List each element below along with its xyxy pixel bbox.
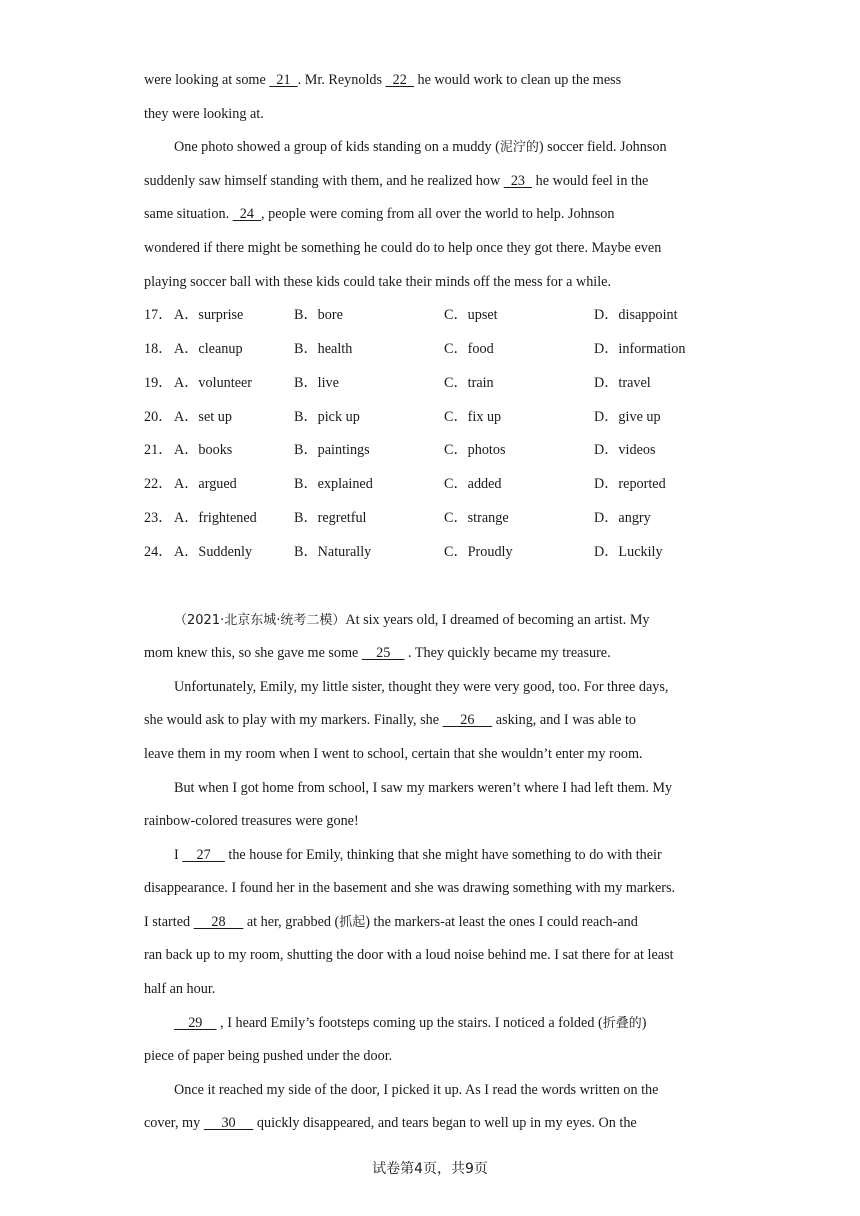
passage-line	[144, 1107, 716, 1141]
option-d: D．give up	[594, 408, 661, 425]
option-c: C．food	[444, 340, 494, 357]
text-span: ) the markers-at least the ones I could reach-and	[365, 913, 638, 930]
option-b: B．regretful	[294, 509, 367, 526]
blank-25: 25	[361, 645, 405, 662]
option-d: D．disappoint	[594, 307, 678, 324]
option-b: B．health	[294, 340, 353, 357]
option-b: B．paintings	[294, 442, 370, 459]
passage-line: Once it reached my side of the door, I picked it up. As I read the words written on the	[174, 1081, 659, 1098]
option-b: B．explained	[294, 476, 373, 493]
question-row-23	[144, 502, 716, 536]
passage-line	[144, 839, 716, 873]
question-number: 18．	[144, 340, 173, 357]
option-a: A．frightened	[174, 509, 257, 526]
question-row-19	[144, 367, 716, 401]
blank-21: 21	[269, 72, 298, 88]
question-number: 20．	[144, 408, 173, 425]
text-span: At six years old, I dreamed of becoming an artist. My	[345, 611, 650, 628]
option-d: D．Luckily	[594, 543, 663, 560]
option-d: D．angry	[594, 509, 651, 526]
option-d: D．reported	[594, 476, 666, 493]
text-span: the house for Emily, thinking that she might have something to do with their	[224, 846, 662, 863]
question-number: 22．	[144, 476, 173, 493]
text-span: )	[641, 1014, 647, 1031]
passage-line: playing soccer ball with these kids could take their minds off the mess for a while.	[144, 273, 612, 290]
text-span: at her, grabbed (	[243, 913, 340, 930]
text-span: quickly disappeared, and tears began to well up in my eyes. On the	[253, 1115, 637, 1132]
text-span: suddenly saw himself standing with them, and he realized how	[144, 172, 504, 189]
question-number: 17．	[144, 307, 173, 324]
section-gap	[144, 570, 716, 604]
text-span: . Mr. Reynolds	[297, 72, 386, 88]
question-number: 19．	[144, 374, 173, 391]
blank-29: 29	[174, 1014, 217, 1031]
text-span: I started	[144, 913, 194, 930]
blank-23: 23	[503, 172, 533, 189]
question-number: 21．	[144, 442, 173, 459]
option-a: A．argued	[174, 476, 237, 493]
passage-line: piece of paper being pushed under the door.	[144, 1048, 393, 1065]
page-footer: 试卷第4页，共9页	[372, 1161, 488, 1177]
question-number: 24．	[144, 543, 173, 560]
passage-line	[144, 906, 716, 940]
chinese-gloss: 泥泞的	[499, 140, 539, 156]
option-b: B．Naturally	[294, 543, 372, 560]
text-span: cover, my	[144, 1115, 204, 1132]
option-a: A．cleanup	[174, 340, 243, 357]
passage-line	[144, 704, 716, 738]
option-b: B．pick up	[294, 408, 360, 425]
question-row-21	[144, 434, 716, 468]
passage-line: wondered if there might be something he could do to help once they got there. Maybe even	[144, 239, 662, 256]
question-row-22	[144, 468, 716, 502]
option-d: D．information	[594, 340, 686, 357]
option-a: A．surprise	[174, 307, 244, 324]
exam-page-content	[144, 64, 716, 1141]
question-row-20	[144, 401, 716, 435]
passage-line	[144, 198, 716, 232]
options-list	[144, 299, 716, 569]
source-label: （2021·北京东城·统考二模）	[174, 612, 346, 628]
question-row-24	[144, 536, 716, 570]
option-b: B．live	[294, 374, 339, 391]
option-a: A．set up	[174, 408, 232, 425]
text-span: she would ask to play with my markers. Finally, she	[144, 712, 443, 729]
question-row-17	[144, 299, 716, 333]
blank-22: 22	[385, 72, 414, 88]
option-a: A．volunteer	[174, 374, 253, 391]
text-span: . They quickly became my treasure.	[404, 645, 611, 662]
option-d: D．videos	[594, 442, 656, 459]
text-span: same situation.	[144, 206, 233, 223]
option-a: A．books	[174, 442, 233, 459]
text-span: asking, and I was able to	[492, 712, 637, 729]
option-a: A．Suddenly	[174, 543, 253, 560]
passage-line: leave them in my room when I went to school, certain that she wouldn’t enter my room.	[144, 745, 643, 762]
blank-26: 26	[442, 712, 493, 729]
passage-line: But when I got home from school, I saw my markers weren’t where I had left them. My	[174, 779, 673, 796]
passage-line	[144, 131, 716, 165]
text-span: he would feel in the	[532, 172, 649, 189]
passage-line: rainbow-colored treasures were gone!	[144, 813, 359, 830]
option-d: D．travel	[594, 374, 651, 391]
passage-line	[144, 637, 716, 671]
option-c: C．Proudly	[444, 543, 513, 560]
text-span: he would work to clean up the mess	[413, 72, 622, 88]
text-span: mom knew this, so she gave me some	[144, 645, 362, 662]
option-c: C．train	[444, 374, 494, 391]
question-number: 23．	[144, 509, 173, 526]
passage-line	[144, 1007, 716, 1041]
text-span: ) soccer field. Johnson	[538, 139, 667, 156]
option-c: C．added	[444, 476, 502, 493]
passage-line: ran back up to my room, shutting the door with a loud noise behind me. I sat there for at least	[144, 947, 674, 964]
passage-line	[144, 64, 716, 98]
passage-line: Unfortunately, Emily, my little sister, thought they were very good, too. For three days,	[174, 678, 669, 695]
option-c: C．strange	[444, 509, 509, 526]
passage-line	[144, 165, 716, 199]
question-row-18	[144, 333, 716, 367]
text-span: , I heard Emily’s footsteps coming up the stairs. I noticed a folded (	[216, 1014, 603, 1031]
option-c: C．upset	[444, 307, 498, 324]
text-span: One photo showed a group of kids standing on a muddy (	[174, 139, 500, 156]
blank-30: 30	[203, 1115, 254, 1132]
passage-line	[144, 604, 716, 638]
blank-24: 24	[232, 206, 262, 223]
blank-28: 28	[193, 913, 244, 930]
text-span: were looking at some	[144, 72, 270, 88]
chinese-gloss: 抓起	[339, 914, 366, 930]
passage-line: half an hour.	[144, 981, 216, 998]
option-c: C．photos	[444, 442, 506, 459]
passage-line: disappearance. I found her in the basement and she was drawing something with my markers.	[144, 880, 676, 897]
blank-27: 27	[182, 846, 225, 863]
option-b: B．bore	[294, 307, 343, 324]
text-span: , people were coming from all over the world to help. Johnson	[261, 206, 615, 223]
chinese-gloss: 折叠的	[602, 1015, 642, 1031]
text-span: I	[174, 846, 183, 863]
option-c: C．fix up	[444, 408, 502, 425]
passage-line: they were looking at.	[144, 105, 264, 122]
